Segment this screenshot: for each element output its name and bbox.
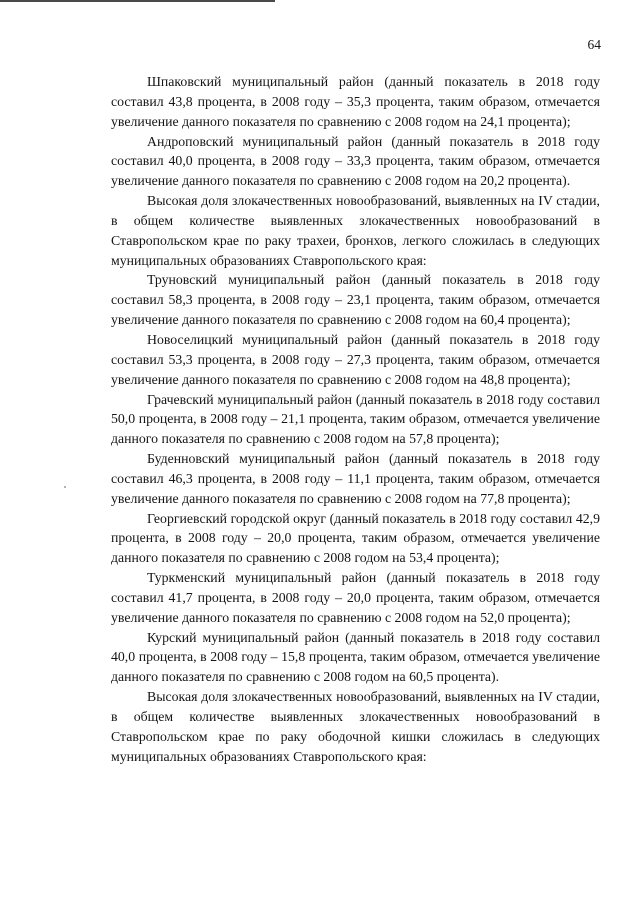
paragraph-novoselitsky: Новоселицкий муниципальный район (данный показатель в 2018 году составил 53,3 процента, в 2008 году – 27,3 процента, таким образом, отмечается увеличение данного показателя по сравнению с 2008 годом на 48,8 процента); <box>111 331 600 387</box>
paragraph-turkmensky: Туркменский муниципальный район (данный показатель в 2018 году составил 41,7 процента, в 2008 году – 20,0 процента, таким образом, отмечается увеличение данного показателя по сравнению с 2008 годом на 52,0 процента); <box>111 570 600 625</box>
paragraph-lung-cancer-intro: Высокая доля злокачественных новообразований, выявленных на IV стадии, в общем количестве выявленных злокачественных новообразований в Ставропольском крае по раку трахеи, бронхов, легкого сложилась в следующих муниципальных образованиях Ставропольского края: <box>111 193 600 268</box>
paragraph-trunovsky: Труновский муниципальный район (данный показатель в 2018 году составил 58,3 процента, в 2008 году – 23,1 процента, таким образом, отмечается увеличение данного показателя по сравнению с 2008 годом на 60,4 процента); <box>111 272 600 328</box>
paragraph-kursky: Курский муниципальный район (данный показатель в 2018 году составил 40,0 процента, в 2008 году – 15,8 процента, таким образом, отмечается увеличение данного показателя по сравнению с 2008 годом на 60,5 процента). <box>111 629 600 685</box>
scan-speck <box>64 486 66 488</box>
paragraph-colon-cancer-intro: Высокая доля злокачественных новообразований, выявленных на IV стадии, в общем количестве выявленных злокачественных новообразований в Ставропольском крае по раку ободочной кишки сложилась в следующих муниципальных образованиях Ставропольского края: <box>111 689 600 764</box>
document-body <box>111 72 600 767</box>
header-rule <box>0 0 275 2</box>
paragraph-georgievsky: Георгиевский городской округ (данный показатель в 2018 году составил 42,9 процента, в 2008 году – 20,0 процента, таким образом, отмечается увеличение данного показателя по сравнению с 2008 годом на 53,4 процента); <box>111 510 600 566</box>
paragraph-andropovsky: Андроповский муниципальный район (данный показатель в 2018 году составил 40,0 процента, в 2008 году – 33,3 процента, таким образом, отмечается увеличение данного показателя по сравнению с 2008 годом на 20,2 процента). <box>111 133 600 189</box>
paragraph-grachevsky: Грачевский муниципальный район (данный показатель в 2018 году составил 50,0 процента, в 2008 году – 21,1 процента, таким образом, отмечается увеличение данного показателя по сравнению с 2008 годом на 57,8 процента); <box>111 391 600 447</box>
paragraph-budennovsky: Буденновский муниципальный район (данный показатель в 2018 году составил 46,3 процента, в 2008 году – 11,1 процента, таким образом, отмечается увеличение данного показателя по сравнению с 2008 годом на 77,8 процента); <box>111 451 600 506</box>
paragraph-shpakovsky: Шпаковский муниципальный район (данный показатель в 2018 году составил 43,8 процента, в 2008 году – 35,3 процента, таким образом, отмечается увеличение данного показателя по сравнению с 2008 годом на 24,1 процента); <box>111 74 600 129</box>
page-number: 64 <box>587 37 601 52</box>
